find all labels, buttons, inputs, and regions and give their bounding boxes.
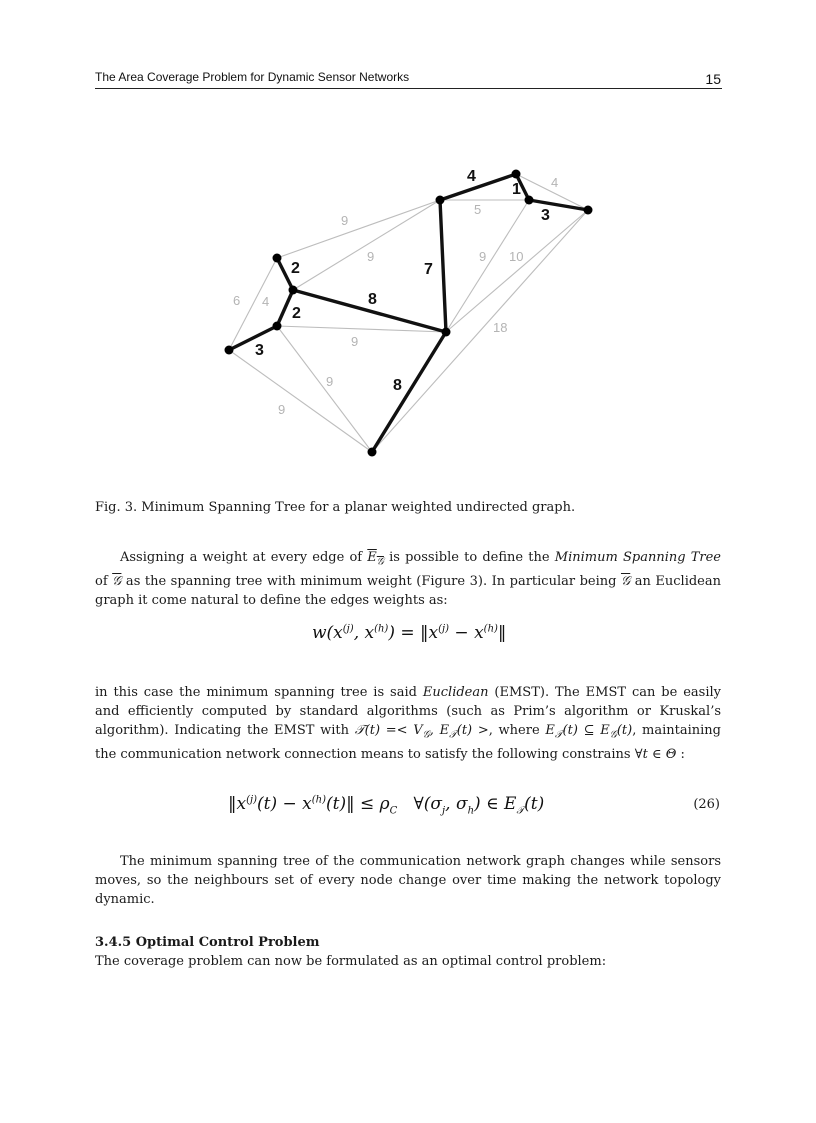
edge-weight-label: 10	[509, 249, 524, 264]
text-run: , maintaining the communication network connection means to satisfy the following constrains	[95, 723, 721, 762]
graph-node	[273, 322, 282, 331]
edge-weight-label: 5	[474, 202, 482, 217]
text-run: is possible to define the	[383, 550, 555, 565]
equation-number: (26)	[693, 797, 720, 812]
header-title: The Area Coverage Problem for Dynamic Sensor Networks	[95, 70, 410, 84]
edge-weight-label: 2	[291, 260, 300, 277]
math-edge-subset: $E_𝒯(t)$ ⊆ $E_𝒢(t)$	[545, 723, 633, 741]
edge-weight-label: 7	[424, 261, 433, 278]
edge-weight-label: 9	[341, 213, 349, 228]
edge-weight-label: 1	[512, 181, 521, 198]
edge-weight-label: 9	[351, 334, 359, 349]
graph-node	[225, 346, 234, 355]
paragraph-dynamic-topology: The minimum spanning tree of the communication network graph changes while sensors moves, so the neighbours set of every node change over time making the network topology dynamic.	[95, 854, 721, 907]
edge-weight-label: 8	[393, 377, 402, 394]
mst-graph-figure	[0, 0, 816, 500]
equation-edge-weight: $w(x^{(j)}$, $x^{(h)}$) = $‖x^{(j)}$ − $x^{(h)}‖$	[312, 623, 507, 643]
edge-weight-label: 6	[233, 293, 241, 308]
graph-edge	[277, 326, 446, 332]
edge-weight-label: 18	[493, 320, 508, 335]
graph-node	[368, 448, 377, 457]
text-run: Assigning a weight at every edge of	[120, 550, 368, 565]
math-emst: 𝒯(t) =< $V_𝒢$, $E_𝒯(t)$ >	[354, 723, 489, 741]
term-mst: Minimum Spanning Tree	[554, 550, 722, 565]
mst-edge	[440, 200, 446, 332]
graph-node	[289, 286, 298, 295]
page-number: 15	[705, 71, 721, 87]
graph-edge	[446, 200, 529, 332]
math-graph-symbol: 𝒢	[620, 573, 631, 589]
edge-weight-label: 3	[255, 342, 264, 359]
graph-edge	[229, 350, 372, 452]
edge-weight-label: 9	[367, 249, 375, 264]
paragraph-mst-definition	[95, 548, 721, 610]
math-graph-symbol: 𝒢	[112, 573, 122, 589]
graph-node	[273, 254, 282, 263]
edge-weight-label: 9	[479, 249, 487, 264]
graph-node	[584, 206, 593, 215]
math-forall-t: ∀t ∈ Θ	[634, 746, 677, 762]
text-run: as the spanning tree with minimum weight (Figure 3). In particular being	[121, 573, 621, 589]
graph-edge	[446, 210, 588, 332]
graph-node	[525, 196, 534, 205]
graph-node	[442, 328, 451, 337]
text-run: an Euclidean graph it come natural to define the edges weights as:	[95, 573, 721, 608]
edge-weight-label: 8	[368, 291, 377, 308]
equation-connectivity-constraint: $‖x^{(j)}(t)$ − $x^{(h)}(t)‖ \le \rho_C$ $\forall(\sigma_j$, $\sigma_h$) ∈ $E_𝒯(t)$	[228, 794, 545, 817]
mst-edge	[229, 326, 277, 350]
text-run: , where	[488, 723, 546, 738]
mst-edge	[440, 174, 516, 200]
mst-edge	[277, 290, 293, 326]
section-heading: 3.4.5 Optimal Control Problem	[95, 935, 320, 950]
graph-node	[512, 170, 521, 179]
text-run: in this case the minimum spanning tree is said	[95, 685, 423, 700]
paragraph-emst	[95, 683, 721, 764]
edge-weight-label: 4	[467, 168, 476, 185]
edge-weight-label: 9	[278, 402, 286, 417]
edge-weight-label: 3	[541, 207, 550, 224]
section-body: The coverage problem can now be formulated as an optimal control problem:	[95, 954, 607, 969]
text-run: :	[676, 746, 685, 762]
text-run: (EMST). The EMST can be easily and efficiently computed by standard algorithms (such as Prim’s algorithm or Kruskal’s algorithm). Indicating the EMST with	[95, 685, 721, 738]
edge-weight-label: 2	[292, 305, 301, 322]
mst-edge	[372, 332, 446, 452]
text-run: of	[95, 573, 113, 589]
graph-node	[436, 196, 445, 205]
edge-weight-label: 4	[551, 175, 559, 190]
edge-weight-label: 9	[326, 374, 334, 389]
edge-weight-label: 4	[262, 294, 270, 309]
math-edge-set: $E_𝒢$	[367, 550, 384, 568]
figure-caption: Fig. 3. Minimum Spanning Tree for a planar weighted undirected graph.	[95, 500, 576, 515]
term-euclidean: Euclidean	[422, 685, 489, 700]
